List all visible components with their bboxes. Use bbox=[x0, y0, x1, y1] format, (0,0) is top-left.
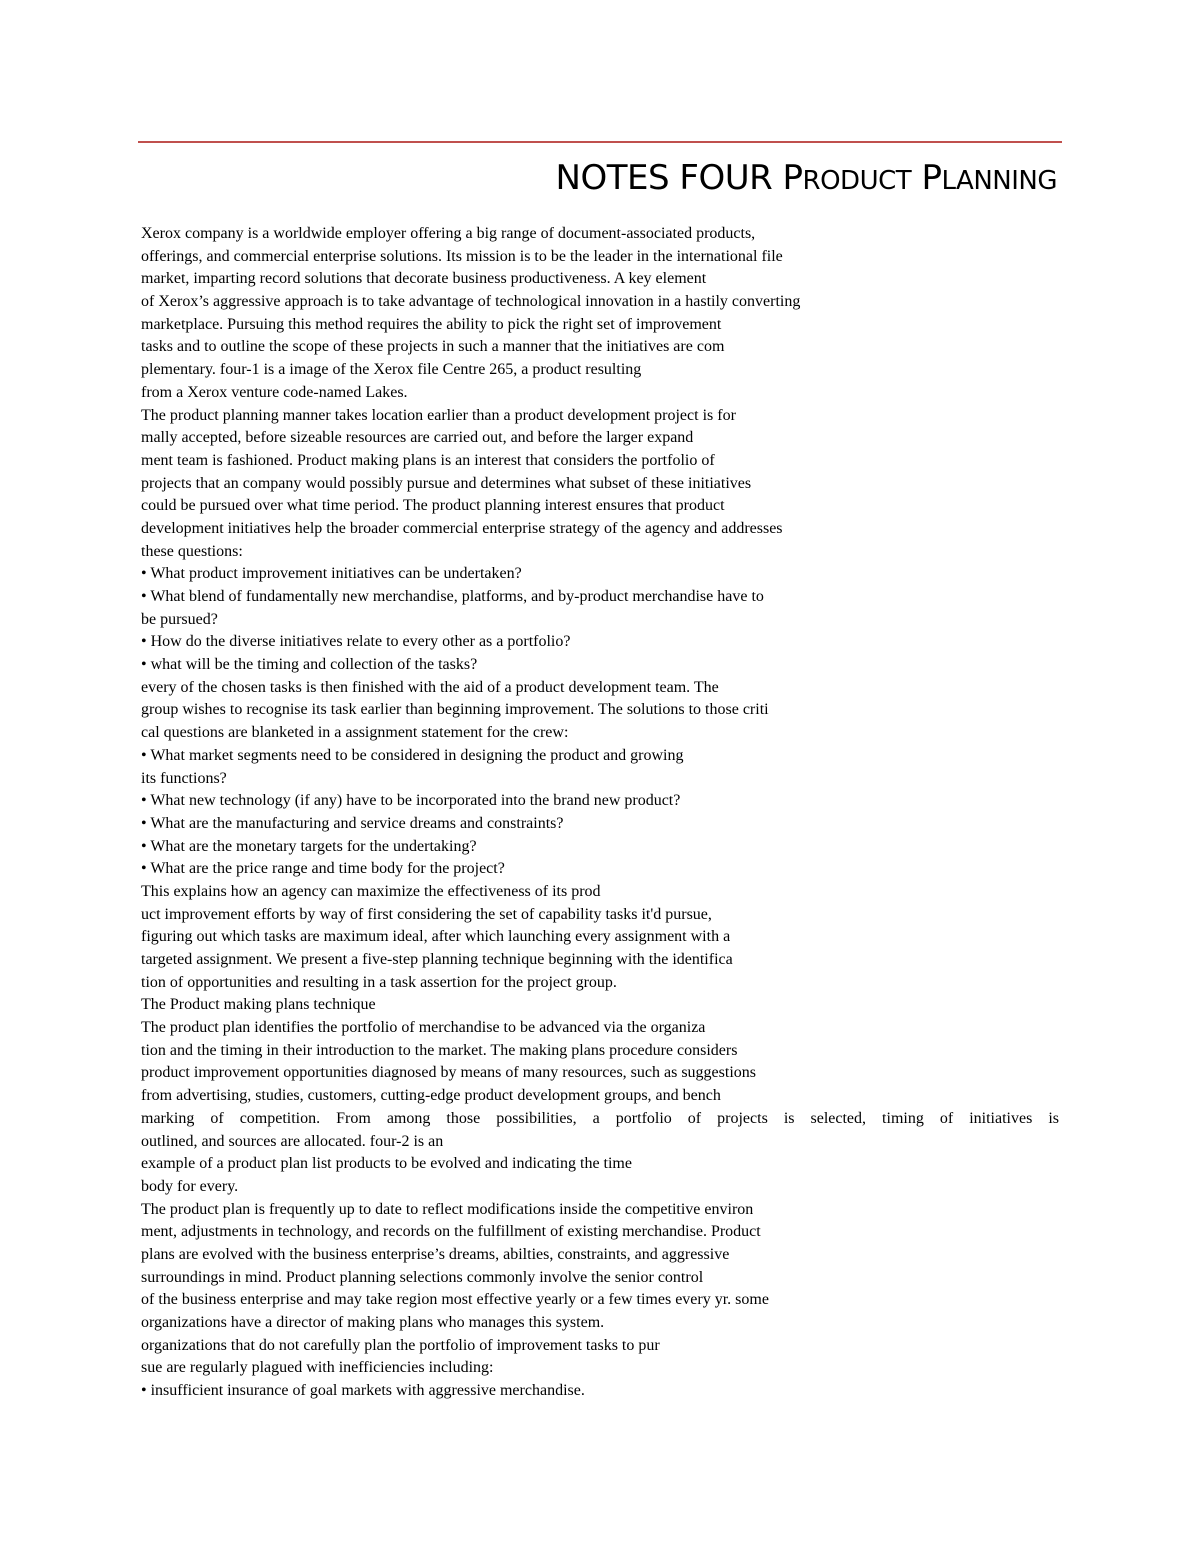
title-smallcaps-1: RODUCT bbox=[802, 166, 912, 196]
text-line: ment, adjustments in technology, and records on the fulfillment of existing merchandise. Product bbox=[141, 1223, 761, 1241]
text-line: The Product making plans technique bbox=[141, 996, 376, 1014]
text-line: from a Xerox venture code-named Lakes. bbox=[141, 383, 408, 401]
title-smallcaps-2: LANNING bbox=[941, 166, 1057, 196]
text-line: every of the chosen tasks is then finished with the aid of a product development team. The bbox=[141, 678, 719, 696]
text-line: • What product improvement initiatives can be undertaken? bbox=[141, 565, 522, 583]
text-line: tasks and to outline the scope of these projects in such a manner that the initiatives are com bbox=[141, 338, 725, 356]
text-line: cal questions are blanketed in a assignment statement for the crew: bbox=[141, 724, 569, 742]
text-line: • What are the manufacturing and service dreams and constraints? bbox=[141, 814, 564, 832]
text-line: ment team is fashioned. Product making plans is an interest that considers the portfolio of bbox=[141, 451, 715, 469]
body-text bbox=[141, 223, 1066, 1403]
text-line: from advertising, studies, customers, cutting-edge product development groups, and bench bbox=[141, 1087, 721, 1105]
text-line: development initiatives help the broader commercial enterprise strategy of the agency and addresses bbox=[141, 519, 783, 537]
text-line: body for every. bbox=[141, 1177, 239, 1195]
text-line: organizations have a director of making plans who manages this system. bbox=[141, 1314, 605, 1331]
text-line: • insufficient insurance of goal markets with aggressive merchandise. bbox=[141, 1382, 585, 1400]
text-line: surroundings in mind. Product planning selections commonly involve the senior control bbox=[141, 1268, 704, 1286]
text-line: example of a product plan list products to be evolved and indicating the time bbox=[141, 1155, 632, 1173]
text-line: be pursued? bbox=[141, 610, 218, 628]
text-line: tion and the timing in their introduction to the market. The making plans procedure considers bbox=[141, 1041, 738, 1059]
text-line: its functions? bbox=[141, 769, 227, 787]
text-line: uct improvement efforts by way of first considering the set of capability tasks it'd pursue, bbox=[141, 905, 712, 923]
text-line: marking of competition. From among those possibilities, a portfolio of projects is selected, timing of initiatives is bbox=[141, 1109, 1059, 1127]
text-line: • What market segments need to be considered in designing the product and growing bbox=[141, 746, 684, 764]
page-title bbox=[556, 152, 1057, 207]
text-line: organizations that do not carefully plan the portfolio of improvement tasks to pur bbox=[141, 1336, 660, 1354]
text-line: sue are regularly plagued with inefficiencies including: bbox=[141, 1359, 494, 1377]
text-line: Xerox company is a worldwide employer offering a big range of document-associated products, bbox=[141, 225, 756, 242]
text-line: • How do the diverse initiatives relate to every other as a portfolio? bbox=[141, 633, 571, 651]
text-line: The product plan identifies the portfolio of merchandise to be advanced via the organiza bbox=[141, 1019, 706, 1037]
text-line: • What blend of fundamentally new merchandise, platforms, and by-product merchandise have to bbox=[141, 588, 764, 605]
text-line: figuring out which tasks are maximum ideal, after which launching every assignment with a bbox=[141, 928, 731, 946]
text-line: mally accepted, before sizeable resources are carried out, and before the larger expand bbox=[141, 429, 694, 447]
text-line: plementary. four-1 is a image of the Xerox file Centre 265, a product resulting bbox=[141, 361, 642, 379]
text-line: of the business enterprise and may take region most effective yearly or a few times every yr. some bbox=[141, 1291, 769, 1309]
text-line: tion of opportunities and resulting in a task assertion for the project group. bbox=[141, 973, 617, 991]
text-line: group wishes to recognise its task earlier than beginning improvement. The solutions to those criti bbox=[141, 701, 769, 719]
text-line: • What are the monetary targets for the undertaking? bbox=[141, 837, 477, 855]
text-line: plans are evolved with the business enterprise’s dreams, abilties, constraints, and aggressive bbox=[141, 1245, 730, 1263]
text-line: • What are the price range and time body for the project? bbox=[141, 860, 505, 878]
header-rule bbox=[138, 141, 1062, 143]
text-line: The product planning manner takes location earlier than a product development project is for bbox=[141, 406, 736, 424]
text-line: projects that an company would possibly pursue and determines what subset of these initiatives bbox=[141, 474, 752, 492]
text-line: • What new technology (if any) have to be incorporated into the brand new product? bbox=[141, 792, 681, 810]
title-main: NOTES FOUR P bbox=[555, 158, 803, 198]
text-line: could be pursued over what time period. The product planning interest ensures that product bbox=[141, 497, 725, 515]
text-line: This explains how an agency can maximize the effectiveness of its prod bbox=[141, 882, 601, 900]
text-line: market, imparting record solutions that decorate business productiveness. A key element bbox=[141, 270, 707, 288]
text-line: outlined, and sources are allocated. four-2 is an bbox=[141, 1132, 444, 1150]
text-line: targeted assignment. We present a five-step planning technique beginning with the identifica bbox=[141, 951, 733, 968]
text-line: offerings, and commercial enterprise solutions. Its mission is to be the leader in the international file bbox=[141, 247, 783, 265]
title-mid: P bbox=[911, 158, 942, 198]
text-line: The product plan is frequently up to date to reflect modifications inside the competitive environ bbox=[141, 1200, 754, 1218]
text-line: these questions: bbox=[141, 542, 243, 560]
text-line: marketplace. Pursuing this method requires the ability to pick the right set of improvement bbox=[141, 315, 722, 333]
text-line: • what will be the timing and collection of the tasks? bbox=[141, 656, 478, 674]
text-line: of Xerox’s aggressive approach is to take advantage of technological innovation in a hastily converting bbox=[141, 293, 801, 311]
text-line: product improvement opportunities diagnosed by means of many resources, such as suggestions bbox=[141, 1064, 756, 1082]
